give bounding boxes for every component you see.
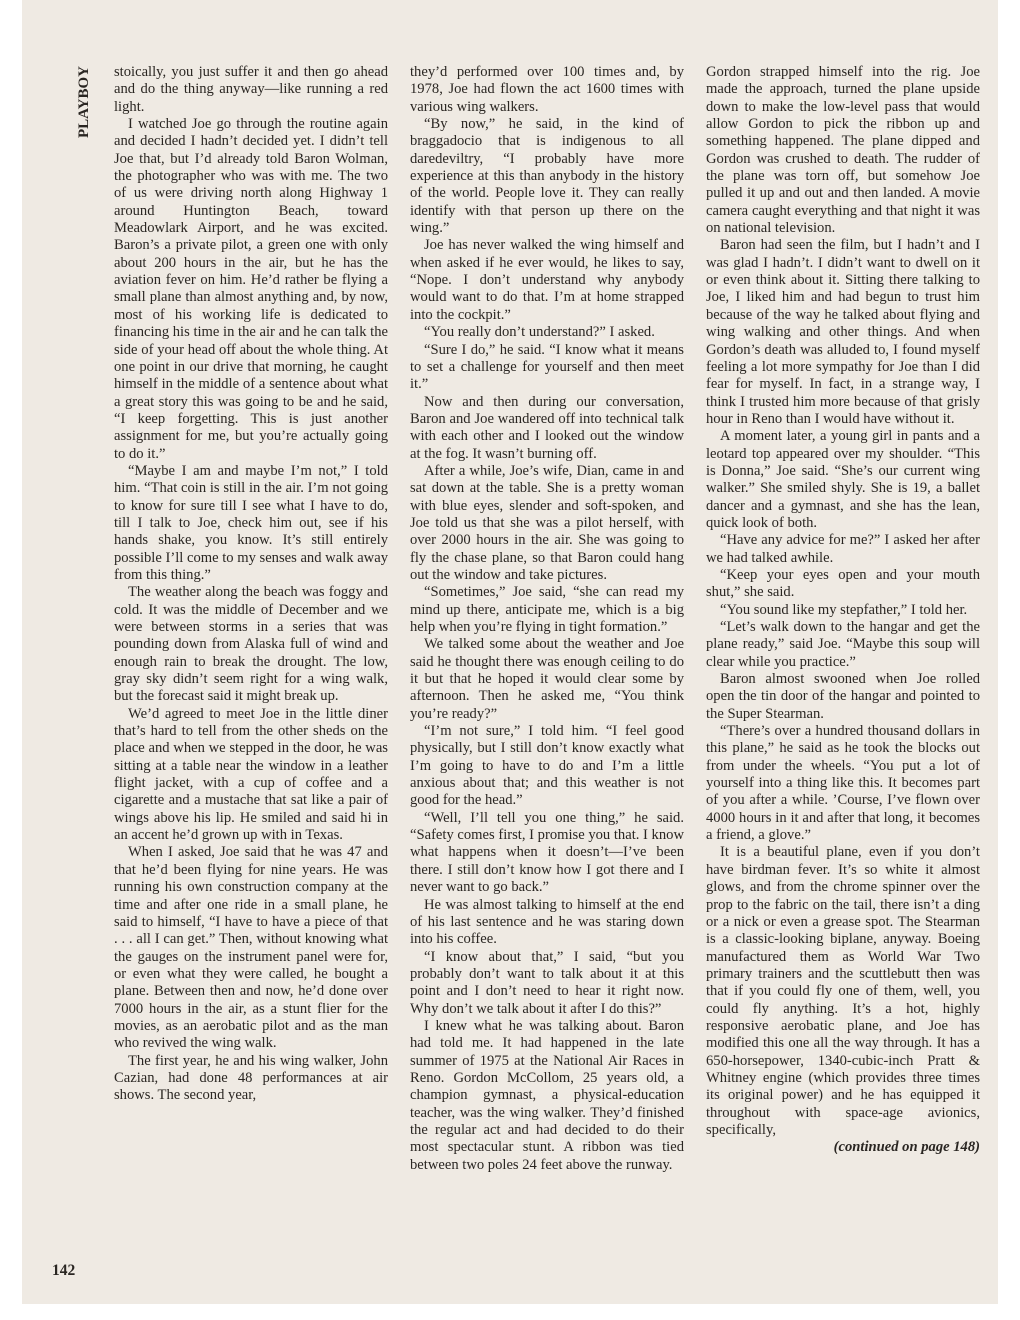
- paragraph: “I know about that,” I said, “but you probably don’t want to talk about it at this point and I don’t need to hear it right now. Why don’t we talk about it after I do this?”: [410, 948, 684, 1017]
- paragraph: Joe has never walked the wing himself and when asked if he ever would, he likes to say, “Nope. I don’t understand why anybody would want to do that. I’m at home strapped into the cockpit.”: [410, 237, 684, 323]
- paragraph: “Well, I’ll tell you one thing,” he said. “Safety comes first, I promise you that. I know what happens when it doesn’t—I’ve been there. I still don’t know how I got there and I never want to go back.”: [410, 809, 684, 896]
- page-number: 142: [52, 1262, 76, 1279]
- paragraph: We’d agreed to meet Joe in the little diner that’s hard to tell from the other sheds on the place and when we stepped in the door, he was sitting at a table near the window in a leather flight jacket, with a cup of coffee and a cigarette and a mustache that sat like a pair of wings above his lip. He smiled and said hi in an accent he’d grown up with in Texas.: [114, 705, 388, 844]
- continued-note: (continued on page 148): [833, 1139, 980, 1156]
- text-column-1: [114, 64, 388, 1105]
- paragraph: The weather along the beach was foggy and cold. It was the middle of December and we were between storms in a series that was pounding down from Alaska full of wind and enough rain to break the drought. The low, gray sky didn’t seem right for a wing walk, but the forecast said it might break up.: [114, 584, 388, 705]
- paragraph: “There’s over a hundred thousand dollars in this plane,” he said as he took the blocks out from under the wheels. “You put a lot of yourself into a thing like this. It becomes part of you after a while. ’Course, I’ve flown over 4000 hours in it and after that long, it becomes a friend, a glove.”: [706, 723, 980, 844]
- paragraph: Baron almost swooned when Joe rolled open the tin door of the hangar and pointed to the Super Stearman.: [706, 671, 980, 722]
- paragraph: “You really don’t understand?” I asked.: [424, 324, 655, 341]
- paragraph: After a while, Joe’s wife, Dian, came in and sat down at the table. She is a pretty woman with blue eyes, slender and soft-spoken, and Joe told us that she was a pilot herself, with over 2000 hours in the air. She was going to fly the chase plane, so that Baron could hang out the window and take pictures.: [410, 462, 684, 583]
- paragraph: “You sound like my stepfather,” I told her.: [720, 601, 968, 618]
- paragraph: We talked some about the weather and Joe said he thought there was enough ceiling to do it but that he hoped it would clear some by afternoon. Then he asked me, “You think you’re ready?”: [410, 636, 684, 722]
- paragraph: It is a beautiful plane, even if you don’t have birdman fever. It’s so white it almost glows, and from the chrome spinner over the prop to the fabric on the tail, there isn’t a ding or a nick or even a grease spot. The Stearman is a classic-looking biplane, anyway. Boeing manufactured them as World War Two primary trainers and the scuttlebutt then was that if you could fly one of them, well, you could fly anything. It’s a hot, highly responsive aerobatic plane, and Joe has modified this one all the way through. It has a 650-horsepower, 1340-cubic-inch Pratt & Whitney engine (which provides three times its original power) and he has equipped it throughout with space-age avionics, specifically,: [706, 844, 980, 1138]
- text-column-2: [410, 64, 684, 1174]
- paragraph: A moment later, a young girl in pants and a leotard top appeared over my shoulder. “This is Donna,” Joe said. “She’s our current wing walker.” She smiled shyly. She is 19, a ballet dancer and a gymnast, and she has the lean, quick look of both.: [706, 428, 980, 531]
- paragraph: “Let’s walk down to the hangar and get the plane ready,” said Joe. “Maybe this soup will clear while you practice.”: [706, 619, 980, 670]
- paragraph: He was almost talking to himself at the end of his last sentence and he was staring down into his coffee.: [410, 896, 684, 948]
- paragraph: “Maybe I am and maybe I’m not,” I told him. “That coin is still in the air. I’m not going to know for sure till I see what I have to do, till I talk to Joe, check him out, see if his hands shake, you know. It’s still entirely possible I’ll come to my senses and walk away from this thing.”: [114, 462, 388, 583]
- text-column-3: [706, 64, 980, 1157]
- paragraph: The first year, he and his wing walker, John Cazian, had done 48 performances at air shows. The second year,: [114, 1052, 388, 1104]
- paragraph: “Sometimes,” Joe said, “she can read my mind up there, anticipate me, which is a big help when you’re flying in tight formation.”: [410, 584, 684, 635]
- paragraph: I knew what he was talking about. Baron had told me. It had happened in the late summer of 1975 at the National Air Races in Reno. Gordon McCollom, 25 years old, a champion gymnast, a physical-education teacher, was the wing walker. They’d finished the regular act and had decided to do their most spectacular stunt. A ribbon was tied between two poles 24 feet above the runway.: [410, 1017, 684, 1173]
- paragraph: “By now,” he said, in the kind of braggadocio that is indigenous to all daredeviltry, “I probably have more experience at this than anybody in the history of the world. People love it. They can really identify with that person up there on the wing.”: [410, 116, 684, 237]
- paragraph: Now and then during our conversation, Baron and Joe wandered off into technical talk with each other and I looked out the window at the fog. It wasn’t burning off.: [410, 393, 684, 462]
- magazine-name: PLAYBOY: [76, 66, 92, 138]
- paragraph: “Sure I do,” he said. “I know what it means to set a challenge for yourself and then meet it.”: [410, 341, 684, 393]
- paragraph: “I’m not sure,” I told him. “I feel good physically, but I still don’t know exactly what I’m going to have to do and I’m a little anxious about that; and this weather is not good for the head.”: [410, 723, 684, 809]
- paragraph: they’d performed over 100 times and, by 1978, Joe had flown the act 1600 times with various wing walkers.: [410, 64, 684, 115]
- paragraph: I watched Joe go through the routine again and decided I hadn’t decided yet. I didn’t tell Joe that, but I’d already told Baron Wolman, the photographer who was with me. The two of us were driving north along Highway 1 around Huntington Beach, toward Meadowlark Airport, and he was excited. Baron’s a private pilot, a green one with only about 200 hours in the air, but he has the aviation fever on him. He’d rather be flying a small plane than almost anything and, by now, most of his working life is dedicated to financing his time in the air and he can talk the side of your head off about the whole thing. At one point in our drive that morning, he caught himself in the middle of a sentence about what a great story this was going to be and he said, “I keep forgetting. This is just another assignment for me, but you’re actually going to do it.”: [114, 116, 388, 462]
- magazine-page: [22, 0, 998, 1304]
- magazine-sidebar-title: [72, 62, 96, 222]
- paragraph: stoically, you just suffer it and then go ahead and do the thing anyway—like running a red light.: [114, 64, 388, 115]
- paragraph: “Have any advice for me?” I asked her after we had talked awhile.: [706, 532, 980, 566]
- paragraph: When I asked, Joe said that he was 47 and that he’d been flying for nine years. He was running his own construction company at the time and after one ride in a small plane, he said to himself, “I have to have a piece of that . . . all I can get.” Then, without knowing what the gauges on the instrument panel were for, or even what they were called, he bought a plane. Between then and now, he’d done over 7000 hours in the air, as a stunt flier for the movies, as an aerobatic pilot and as the man who revived the wing walk.: [114, 844, 388, 1052]
- paragraph: Gordon strapped himself into the rig. Joe made the approach, turned the plane upside down to make the low-level pass that would allow Gordon to pick the ribbon up and something happened. The plane dipped and Gordon was crushed to death. The rudder of the plane was torn off, but somehow Joe pulled it up and out and then landed. A movie camera caught everything and that night it was on national television.: [706, 64, 980, 237]
- paragraph: “Keep your eyes open and your mouth shut,” she said.: [706, 566, 980, 601]
- paragraph: Baron had seen the film, but I hadn’t and I was glad I hadn’t. I didn’t want to dwell on it or even think about it. Sitting there talking to Joe, I liked him and had begun to trust him because of the way he talked about flying and wing walking and other things. And when Gordon’s death was alluded to, I found myself feeling a lot more sympathy for Joe than I did fear for myself. In fact, in a strange way, I think I trusted him more because of that grisly hour in Reno than I would have without it.: [706, 237, 980, 427]
